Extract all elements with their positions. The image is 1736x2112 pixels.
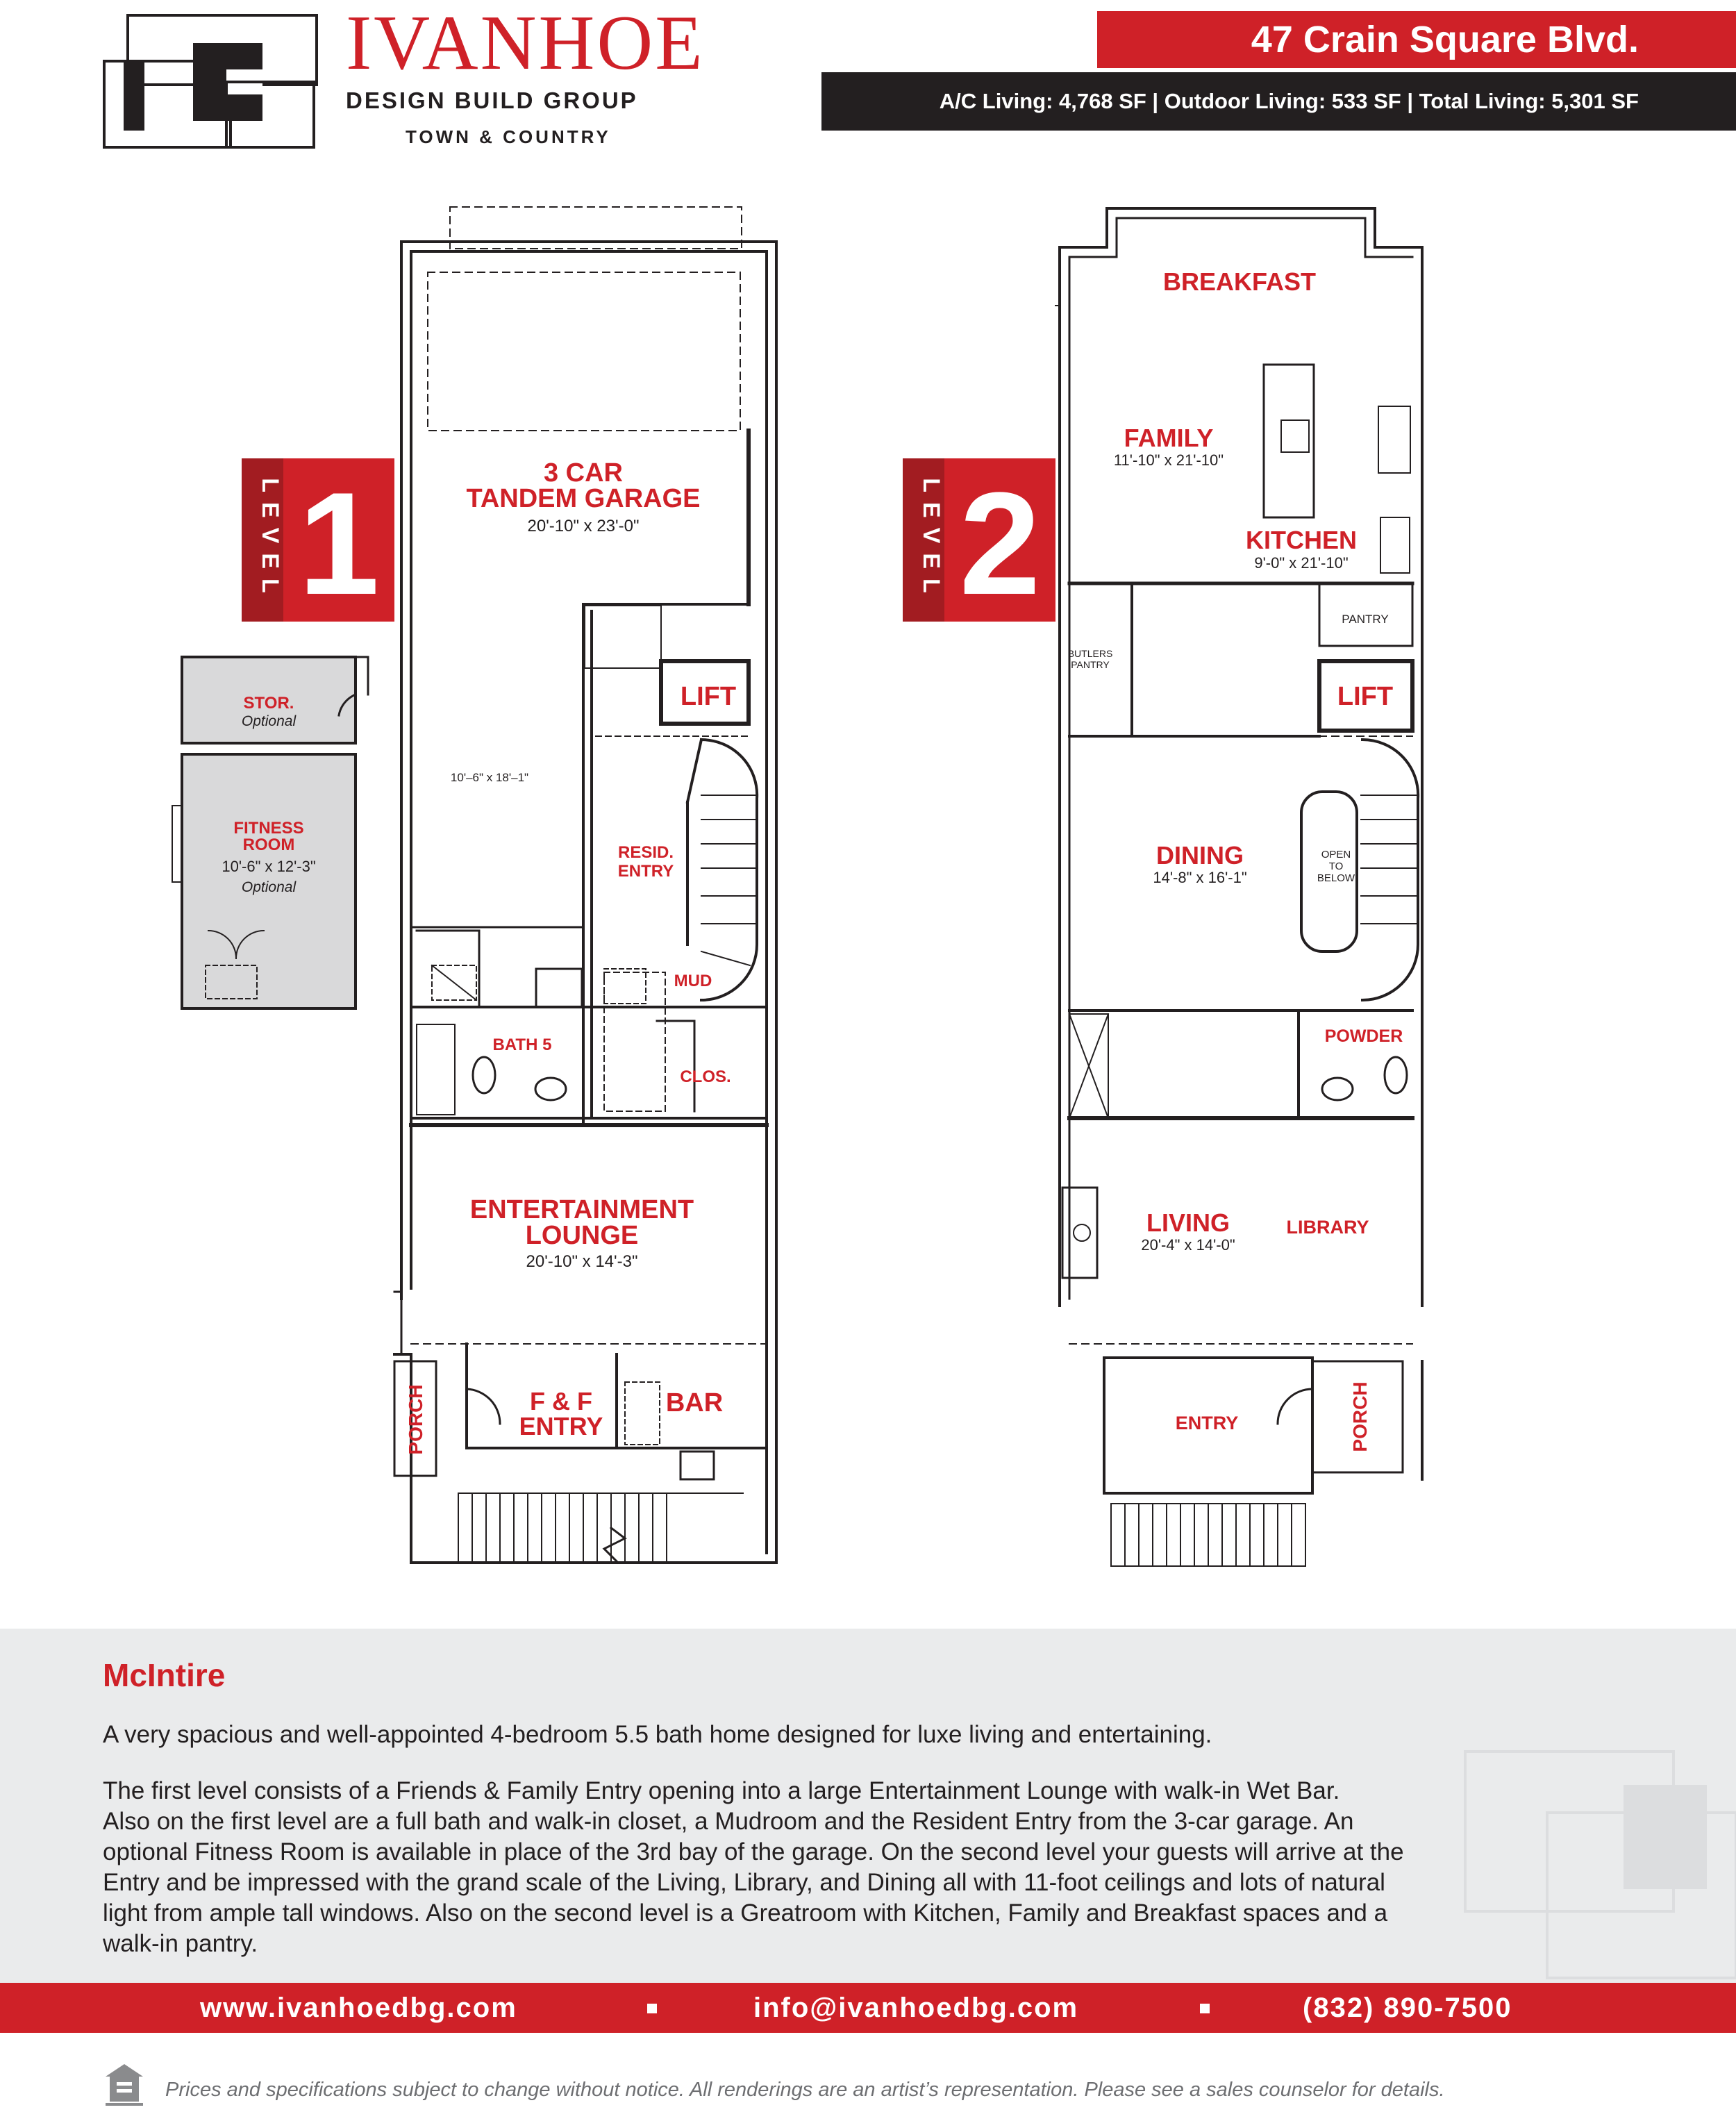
closet-label: CLOS. bbox=[680, 1067, 731, 1086]
description-line: Entry and be impressed with the grand scale of the Living, Library, and Dining all with 11-foot ceilings and lots of natural bbox=[103, 1869, 1385, 1896]
level1-plan bbox=[394, 207, 776, 1563]
email-link[interactable]: info@ivanhoedbg.com bbox=[753, 1993, 1079, 2023]
garage-label-2: TANDEM GARAGE bbox=[466, 484, 701, 513]
description-line: The first level consists of a Friends & Family Entry opening into a large Entertainment Lounge with walk-in Wet Bar. bbox=[103, 1777, 1340, 1804]
ff-entry-label-2: ENTRY bbox=[519, 1412, 603, 1440]
resid-entry-label-2: ENTRY bbox=[617, 862, 674, 881]
description-line: Also on the first level are a full bath and walk-in closet, a Mudroom and the Resident Entry from the 3-car garage. An bbox=[103, 1808, 1354, 1835]
lounge-label-2: LOUNGE bbox=[525, 1221, 639, 1250]
kitchen-dimensions: 9'-0" x 21'-10" bbox=[1254, 554, 1349, 572]
level2-number: 2 bbox=[959, 462, 1041, 625]
level2-badge bbox=[903, 458, 1055, 625]
description-body bbox=[103, 1776, 1617, 1959]
entry-label: ENTRY bbox=[1175, 1413, 1239, 1433]
open-to-below-3: BELOW bbox=[1317, 872, 1355, 884]
level2-plan bbox=[1055, 208, 1422, 1566]
phone-link[interactable]: (832) 890-7500 bbox=[1303, 1993, 1512, 2023]
separator-icon bbox=[647, 2004, 657, 2013]
bar-label: BAR bbox=[665, 1388, 724, 1417]
garage-dimensions: 20'-10" x 23'-0" bbox=[527, 517, 640, 535]
level1-porch-label: PORCH bbox=[405, 1384, 426, 1455]
garage-bay-dimensions: 10'–6" x 18'–1" bbox=[450, 771, 529, 784]
level1-word: LEVEL bbox=[257, 478, 283, 603]
separator-icon bbox=[1200, 2004, 1210, 2013]
brand-tagline: DESIGN BUILD GROUP bbox=[346, 88, 638, 113]
dining-label: DINING bbox=[1156, 841, 1244, 870]
description-line: light from ample tall windows. Also on the second level is a Greatroom with Kitchen, Family and Breakfast spaces and a bbox=[103, 1899, 1388, 1927]
family-label: FAMILY bbox=[1124, 424, 1214, 452]
equal-housing-icon bbox=[103, 2061, 146, 2107]
storage-optional-note: Optional bbox=[241, 713, 297, 729]
mud-label: MUD bbox=[674, 972, 712, 990]
level1-number: 1 bbox=[298, 462, 380, 625]
living-label: LIVING bbox=[1146, 1208, 1230, 1237]
brand-subtagline: TOWN & COUNTRY bbox=[406, 126, 611, 147]
level2-porch-label: PORCH bbox=[1349, 1381, 1371, 1452]
butlers-pantry-label-2: PANTRY bbox=[1071, 659, 1110, 670]
level1-badge bbox=[242, 458, 394, 625]
breakfast-label: BREAKFAST bbox=[1162, 267, 1317, 296]
kitchen-label: KITCHEN bbox=[1246, 526, 1357, 554]
brand-name: IVANHOE bbox=[346, 0, 705, 86]
description-line: walk-in pantry. bbox=[103, 1930, 258, 1957]
fitness-optional-note: Optional bbox=[241, 879, 297, 895]
living-area-specs: A/C Living: 4,768 SF | Outdoor Living: 533 SF | Total Living: 5,301 SF bbox=[821, 72, 1736, 131]
fitness-label-2: ROOM bbox=[242, 835, 295, 854]
dining-dimensions: 14'-8" x 16'-1" bbox=[1153, 869, 1247, 886]
lounge-label-1: ENTERTAINMENT bbox=[469, 1195, 694, 1224]
bath5-label: BATH 5 bbox=[492, 1036, 552, 1054]
fitness-label-1: FITNESS bbox=[233, 819, 304, 838]
storage-label: STOR. bbox=[243, 694, 294, 713]
open-to-below-2: TO bbox=[1328, 860, 1344, 872]
disclaimer: Prices and specifications subject to change without notice. All renderings are an artist’s representation. Please see a sales counselor for details. bbox=[165, 2079, 1445, 2101]
garage-label-1: 3 CAR bbox=[543, 458, 624, 488]
family-dimensions: 11'-10" x 21'-10" bbox=[1113, 451, 1224, 469]
pantry-label: PANTRY bbox=[1342, 613, 1389, 626]
level2-lift-label: LIFT bbox=[1337, 682, 1394, 711]
website-link[interactable]: www.ivanhoedbg.com bbox=[200, 1993, 517, 2023]
description-line: optional Fitness Room is available in place of the 3rd bay of the garage. On the second level your guests will arrive at the bbox=[103, 1838, 1404, 1865]
ff-entry-label-1: F & F bbox=[530, 1387, 592, 1415]
level2-word: LEVEL bbox=[918, 478, 944, 603]
powder-label: POWDER bbox=[1324, 1026, 1403, 1046]
library-label: LIBRARY bbox=[1286, 1217, 1369, 1238]
open-to-below-1: OPEN bbox=[1321, 849, 1351, 860]
property-address: 47 Crain Square Blvd. bbox=[1251, 19, 1639, 60]
plan-name: McIntire bbox=[103, 1657, 226, 1693]
level1-lift-label: LIFT bbox=[680, 682, 737, 711]
lounge-dimensions: 20'-10" x 14'-3" bbox=[526, 1252, 638, 1271]
butlers-pantry-label-1: BUTLERS bbox=[1067, 648, 1113, 659]
description-intro: A very spacious and well-appointed 4-bedroom 5.5 bath home designed for luxe living and entertaining. bbox=[103, 1721, 1212, 1748]
resid-entry-label-1: RESID. bbox=[617, 843, 674, 862]
fitness-dimensions: 10'-6" x 12'-3" bbox=[222, 858, 316, 875]
living-dimensions: 20'-4" x 14'-0" bbox=[1141, 1236, 1235, 1254]
